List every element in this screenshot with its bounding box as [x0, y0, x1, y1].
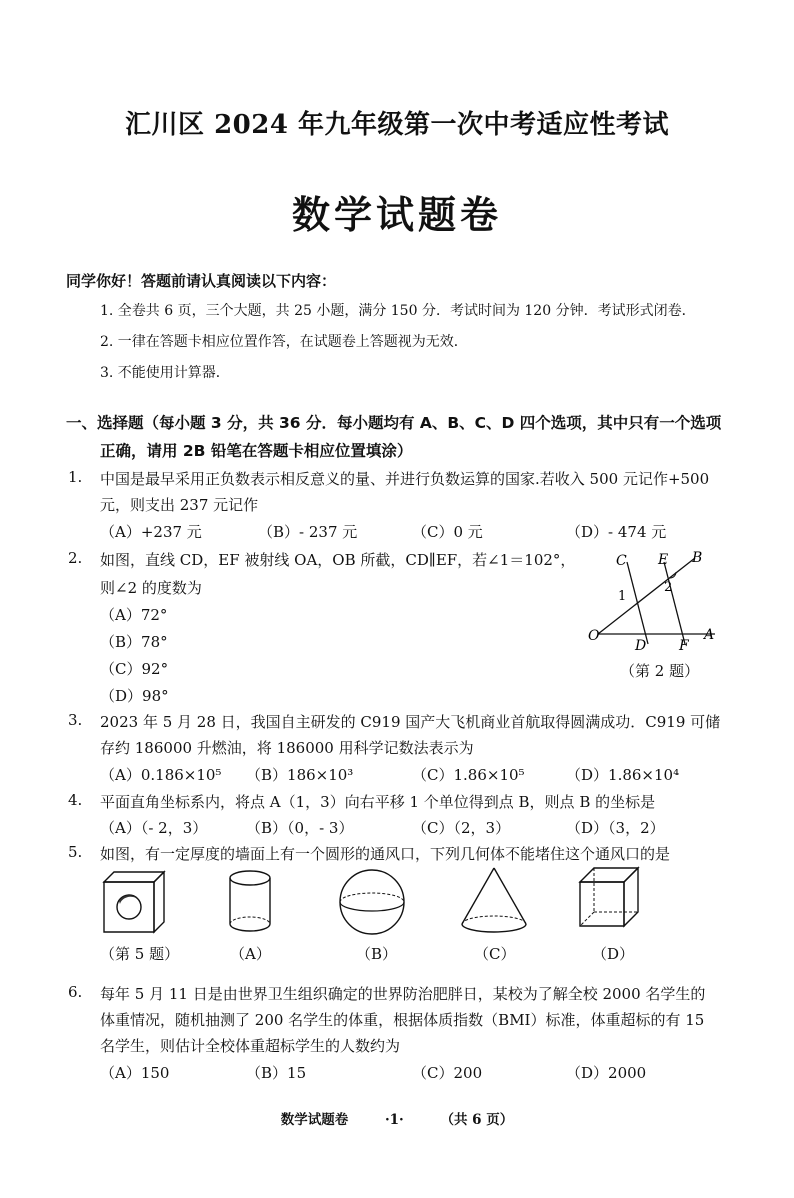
option-b: （B）78°: [100, 633, 168, 651]
option-a: （A）+237 元: [100, 523, 202, 541]
question-text: 2023 年 5 月 28 日，我国自主研发的 C919 国产大飞机商业首航取得圆满成功．C919 可储: [100, 713, 721, 731]
cone-figure: [456, 864, 532, 938]
label-c: C: [616, 553, 627, 569]
line-cd: [627, 562, 648, 644]
section-heading: 一、选择题（每小题 3 分，共 36 分．每小题均有 A、B、C、D 四个选项，其中只有一个选项: [66, 414, 722, 432]
sphere-figure: [334, 866, 410, 938]
footer-page-number: ·1·: [384, 1112, 404, 1128]
instructions-greeting: 同学你好！答题前请认真阅读以下内容：: [66, 272, 337, 290]
label-b: B: [692, 550, 703, 566]
figure-caption: （D）: [592, 945, 635, 963]
figure-caption: （B）: [356, 945, 398, 963]
figure-caption: （第 2 题）: [620, 662, 700, 680]
question-text: 平面直角坐标系内，将点 A（1，3）向右平移 1 个单位得到点 B，则点 B 的坐标是: [100, 793, 656, 811]
option-c: （C）200: [412, 1064, 483, 1082]
option-b: （B）（0，- 3）: [246, 819, 354, 837]
label-e: E: [658, 552, 669, 568]
paper-subtitle: 数学试题卷: [291, 192, 502, 237]
question-number: 2.: [68, 549, 83, 567]
cube-figure: [574, 864, 644, 938]
instruction-item: 1. 全卷共 6 页，三个大题，共 25 小题，满分 150 分．考试时间为 120 分钟．考试形式闭卷．: [100, 303, 696, 319]
figure-caption: （第 5 题）: [100, 945, 180, 963]
option-b: （B）15: [246, 1064, 307, 1082]
label-o: O: [588, 628, 600, 644]
option-c: （C）0 元: [412, 523, 483, 541]
question-text: 每年 5 月 11 日是由世界卫生组织确定的世界防治肥胖日，某校为了解全校 2000 名学生的: [100, 985, 706, 1003]
footer-paper-name: 数学试题卷: [280, 1112, 349, 1128]
question-text: 则∠2 的度数为: [100, 579, 202, 597]
question-text: 名学生，则估计全校体重超标学生的人数约为: [100, 1037, 401, 1055]
option-d: （D）1.86×10⁴: [566, 766, 680, 784]
question-text: 如图，有一定厚度的墙面上有一个圆形的通风口，下列几何体不能堵住这个通风口的是: [100, 845, 671, 863]
label-angle-2: 2: [664, 580, 673, 595]
question-text: 中国是最早采用正负数表示相反意义的量、并进行负数运算的国家.若收入 500 元记作+500: [100, 470, 710, 488]
angle-figure: [580, 548, 730, 658]
figure-caption: （C）: [474, 945, 516, 963]
option-c: （C）1.86×10⁵: [412, 766, 525, 784]
label-a: A: [704, 627, 715, 643]
question-number: 6.: [68, 983, 83, 1001]
question-text: 元，则支出 237 元记作: [100, 496, 259, 514]
option-a: （A）0.186×10⁵: [100, 766, 222, 784]
option-d: （D）（3，2）: [566, 819, 665, 837]
option-d: （D）2000: [566, 1064, 647, 1082]
question-number: 1.: [68, 468, 83, 486]
exam-title: 汇川区 2024 年九年级第一次中考适应性考试: [125, 110, 669, 140]
ray-ob: [598, 558, 695, 634]
question-number: 4.: [68, 791, 83, 809]
option-a: （A）（- 2，3）: [100, 819, 208, 837]
option-b: （B）- 237 元: [258, 523, 358, 541]
option-c: （C）92°: [100, 660, 169, 678]
option-d: （D）98°: [100, 687, 169, 705]
option-c: （C）（2，3）: [412, 819, 511, 837]
question-text: 体重情况，随机抽测了 200 名学生的体重，根据体质指数（BMI）标准，体重超标的有 15: [100, 1011, 705, 1029]
instruction-item: 2. 一律在答题卡相应位置作答，在试题卷上答题视为无效．: [100, 334, 468, 350]
option-a: （A）72°: [100, 606, 168, 624]
question-number: 5.: [68, 843, 83, 861]
section-heading-cont: 正确，请用 2B 铅笔在答题卡相应位置填涂）: [100, 442, 413, 460]
footer-total-pages: （共 6 页）: [440, 1112, 514, 1128]
option-a: （A）150: [100, 1064, 170, 1082]
label-angle-1: 1: [618, 589, 627, 604]
wall-vent-figure: [98, 866, 168, 938]
question-number: 3.: [68, 711, 83, 729]
question-text: 如图，直线 CD，EF 被射线 OA，OB 所截，CD∥EF，若∠1＝102°，: [100, 551, 576, 569]
cylinder-figure: [222, 866, 278, 938]
instruction-item: 3. 不能使用计算器．: [100, 365, 230, 381]
label-f: F: [679, 638, 689, 654]
question-text: 存约 186000 升燃油，将 186000 用科学记数法表示为: [100, 739, 474, 757]
page-footer: [0, 1108, 794, 1128]
figure-caption: （A）: [230, 945, 271, 963]
option-d: （D）- 474 元: [566, 523, 667, 541]
option-b: （B）186×10³: [246, 766, 354, 784]
label-d: D: [635, 638, 647, 654]
